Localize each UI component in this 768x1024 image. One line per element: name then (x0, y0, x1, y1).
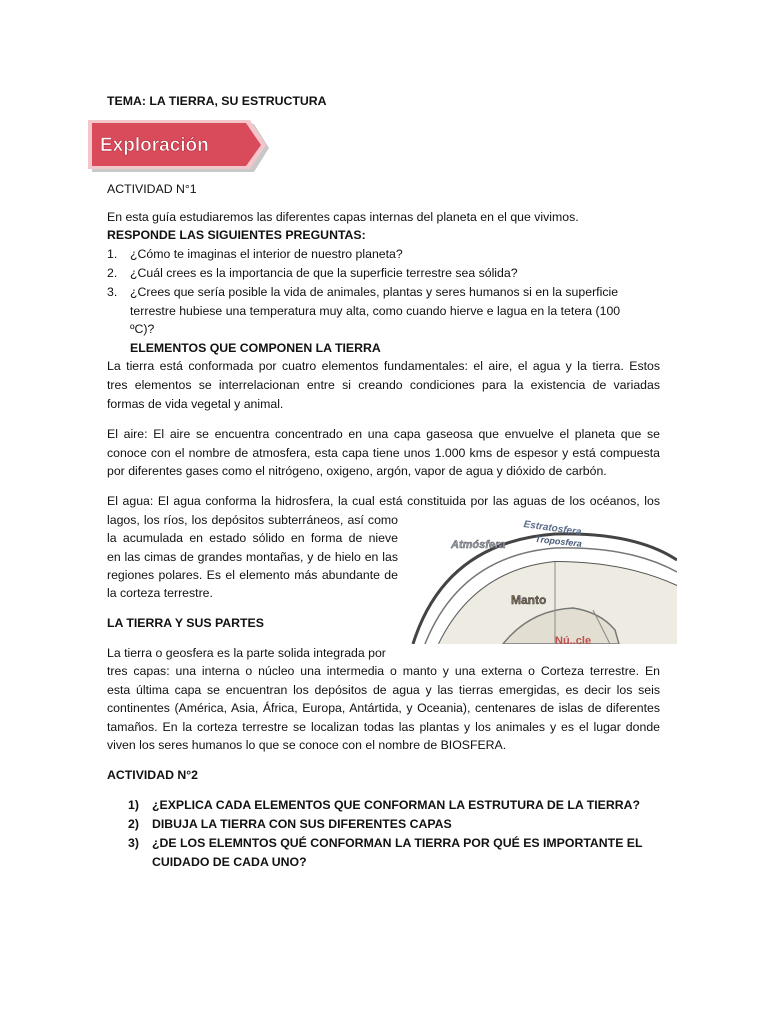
parts-paragraph-line: tamaños. En la corteza terrestre se localizan todas las plantas y los animales y es el lugar donde (107, 720, 660, 734)
page-title: TEMA: LA TIERRA, SU ESTRUCTURA (107, 94, 327, 108)
activity1-heading: ACTIVIDAD N°1 (107, 182, 197, 196)
activity2-number: 3) (128, 836, 139, 850)
earth-layers-diagram (405, 512, 677, 644)
activity1-intro: En esta guía estudiaremos las diferentes capas internas del planeta en el que vivimos. (107, 210, 579, 224)
water-paragraph-line: la corteza terrestre. (107, 586, 213, 600)
air-paragraph-line: El aire: El aire se encuentra concentrado en una capa gaseosa que envuelve el planeta que se (107, 427, 660, 441)
banner-text: Exploración (100, 135, 209, 156)
activity2-number: 1) (128, 798, 139, 812)
label-manto: Manto (511, 593, 547, 607)
water-paragraph-line: lagos, los ríos, los depósitos subterráneos, así como (107, 513, 398, 527)
elements-paragraph-line: tres elementos se interrelacionan entre si creando condiciones para la existencia de variadas (107, 378, 660, 392)
water-paragraph-line: en las cimas de grandes montañas, y de hielo en las (107, 550, 398, 564)
parts-heading: LA TIERRA Y SUS PARTES (107, 616, 264, 630)
question-3-line: ºC)? (130, 322, 155, 336)
exploracion-banner (86, 118, 271, 172)
questions-heading: RESPONDE LAS SIGUIENTES PREGUNTAS: (107, 228, 366, 242)
parts-paragraph-line: esta última capa se encuentran los depósitos de agua y las tierras emergidas, es decir los seis (107, 683, 660, 697)
parts-paragraph-line: tres capas: una interna o núcleo una intermedia o manto y una externa o Corteza terrestre. En (107, 664, 660, 678)
parts-paragraph-line: La tierra o geosfera es la parte solida integrada por (107, 646, 386, 660)
question-3-line: terrestre hubiese una temperatura muy alta, como cuando hierve e lagua en la tetera (100 (130, 304, 621, 318)
activity2-heading: ACTIVIDAD N°2 (107, 768, 199, 782)
water-paragraph-line: la acumulada en estado sólido en forma de nieve (107, 531, 398, 545)
activity2-item: ¿DE LOS ELEMNTOS QUÉ CONFORMAN LA TIERRA POR QUÉ ES IMPORTANTE EL (152, 836, 643, 850)
elements-paragraph-line: formas de vida vegetal y animal. (107, 397, 284, 411)
label-troposfera: Troposfera (534, 533, 583, 549)
activity2-item: CUIDADO DE CADA UNO? (152, 855, 307, 869)
air-paragraph-line: por diferentes gases como el nitrógeno, oxigeno, argón, vapor de agua y dióxido de carbón. (107, 464, 607, 478)
question-1: ¿Cómo te imaginas el interior de nuestro planeta? (130, 247, 403, 261)
air-paragraph-line: conoce con el nombre de atmosfera, esta capa tiene unos 1.000 kms de espesor y está compuesta (107, 446, 660, 460)
parts-paragraph-line: viven los seres humanos lo que se conoce con el nombre de BIOSFERA. (107, 738, 507, 752)
activity2-item: ¿EXPLICA CADA ELEMENTOS QUE CONFORMAN LA ESTRUTURA DE LA TIERRA? (152, 798, 641, 812)
water-paragraph-line: El agua: El agua conforma la hidrosfera, la cual está constituida por las aguas de los océanos, los (107, 494, 660, 508)
question-number: 3. (107, 285, 118, 299)
activity2-item: DIBUJA LA TIERRA CON SUS DIFERENTES CAPAS (152, 817, 452, 831)
activity2-number: 2) (128, 817, 139, 831)
label-estratosfera: Estratosfera (522, 519, 583, 539)
parts-paragraph-line: continentes (América, Asia, África, Europa, Antártida, y Oceania), centenares de islas de diferentes (107, 701, 660, 715)
question-3-line: ¿Crees que sería posible la vida de animales, plantas y seres humanos si en la superficie (130, 285, 619, 299)
question-number: 1. (107, 247, 118, 261)
elements-heading: ELEMENTOS QUE COMPONEN LA TIERRA (130, 341, 381, 355)
label-atmosfera: Atmósfera (451, 539, 506, 551)
elements-paragraph-line: La tierra está conformada por cuatro elementos fundamentales: el aire, el agua y la tierra. Estos (107, 359, 660, 373)
label-nucleo: Nú..cle (555, 635, 592, 644)
question-2: ¿Cuál crees es la importancia de que la superficie terrestre sea sólida? (130, 266, 518, 280)
question-number: 2. (107, 266, 118, 280)
water-paragraph-line: regiones polares. Es el elemento más abundante de (107, 568, 398, 582)
